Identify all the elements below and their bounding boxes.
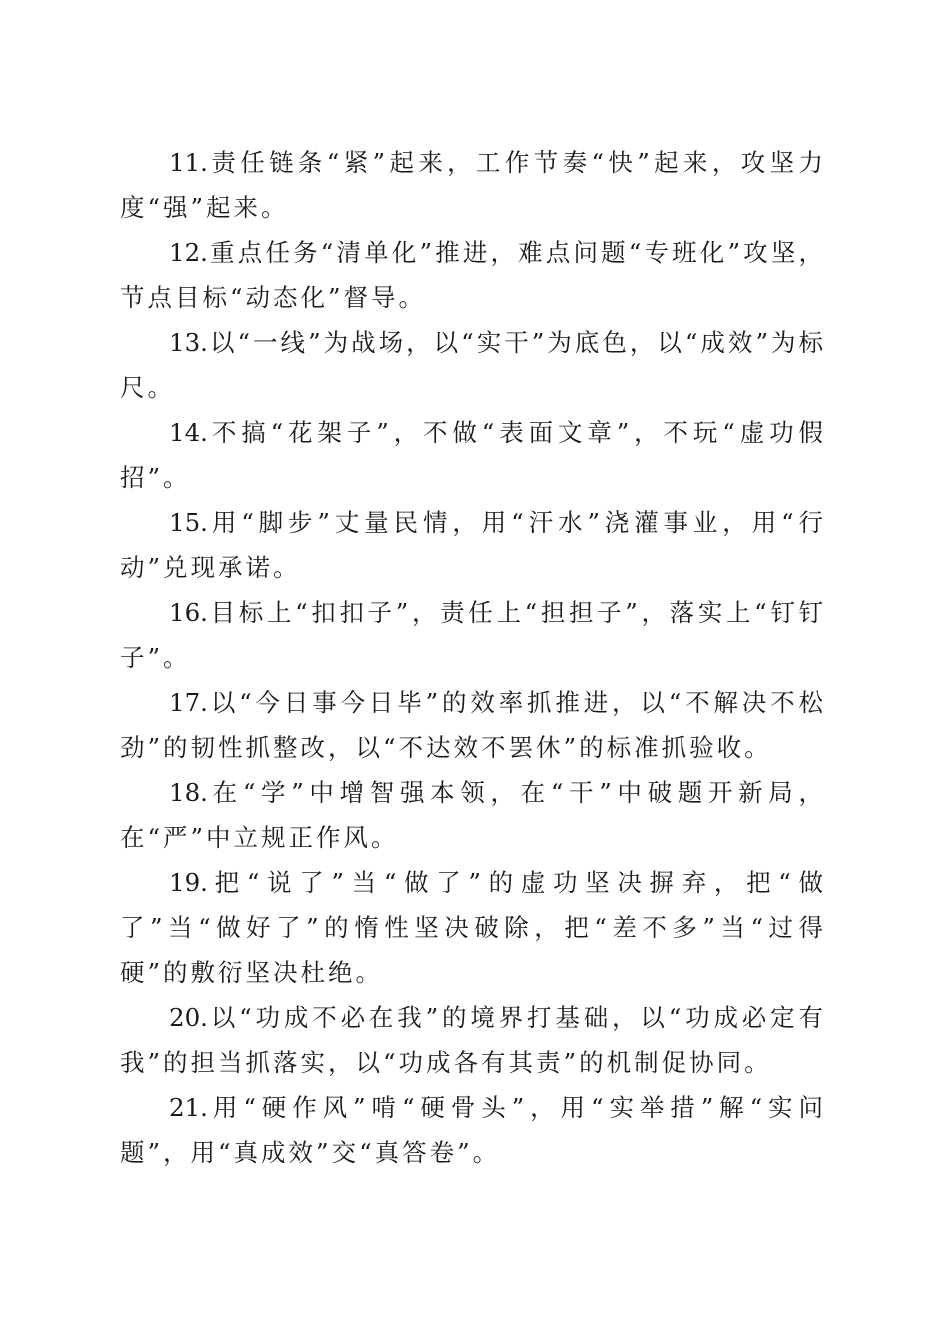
paragraph-14 [120, 410, 826, 500]
paragraph-text: 把“说了”当“做了”的虚功坚决摒弃，把“做了”当“做好了”的惰性坚决破除，把“差不多”当“过得硬”的敷衍坚决杜绝。 [120, 868, 826, 987]
paragraph-number: 13. [169, 328, 208, 357]
document-body [120, 140, 826, 1175]
paragraph-20 [120, 995, 826, 1085]
paragraph-text: 用“硬作风”啃“硬骨头”，用“实举措”解“实问题”，用“真成效”交“真答卷”。 [120, 1093, 826, 1167]
paragraph-text: 目标上“扣扣子”，责任上“担担子”，落实上“钉钉子”。 [120, 598, 826, 672]
paragraph-text: 重点任务“清单化”推进，难点问题“专班化”攻坚，节点目标“动态化”督导。 [120, 238, 826, 312]
paragraph-11 [120, 140, 826, 230]
paragraph-number: 12. [169, 238, 208, 267]
paragraph-number: 21. [169, 1093, 208, 1122]
paragraph-15 [120, 500, 826, 590]
paragraph-16 [120, 590, 826, 680]
paragraph-19 [120, 860, 826, 995]
paragraph-number: 11. [169, 148, 208, 177]
paragraph-number: 20. [169, 1003, 208, 1032]
paragraph-text: 不搞“花架子”，不做“表面文章”，不玩“虚功假招”。 [120, 418, 826, 492]
paragraph-18 [120, 770, 826, 860]
paragraph-number: 14. [169, 418, 208, 447]
paragraph-number: 16. [169, 598, 208, 627]
paragraph-text: 以“一线”为战场，以“实干”为底色，以“成效”为标尺。 [120, 328, 826, 402]
paragraph-number: 18. [169, 778, 208, 807]
paragraph-13 [120, 320, 826, 410]
paragraph-21 [120, 1085, 826, 1175]
paragraph-number: 15. [169, 508, 208, 537]
paragraph-17 [120, 680, 826, 770]
paragraph-12 [120, 230, 826, 320]
paragraph-text: 责任链条“紧”起来，工作节奏“快”起来，攻坚力度“强”起来。 [120, 148, 826, 222]
paragraph-text: 在“学”中增智强本领，在“干”中破题开新局，在“严”中立规正作风。 [120, 778, 826, 852]
paragraph-text: 以“功成不必在我”的境界打基础，以“功成必定有我”的担当抓落实，以“功成各有其责”的机制促协同。 [120, 1003, 826, 1077]
paragraph-number: 17. [169, 688, 208, 717]
paragraph-number: 19. [169, 868, 208, 897]
paragraph-text: 以“今日事今日毕”的效率抓推进，以“不解决不松劲”的韧性抓整改，以“不达效不罢休”的标准抓验收。 [120, 688, 826, 762]
paragraph-text: 用“脚步”丈量民情，用“汗水”浇灌事业，用“行动”兑现承诺。 [120, 508, 826, 582]
